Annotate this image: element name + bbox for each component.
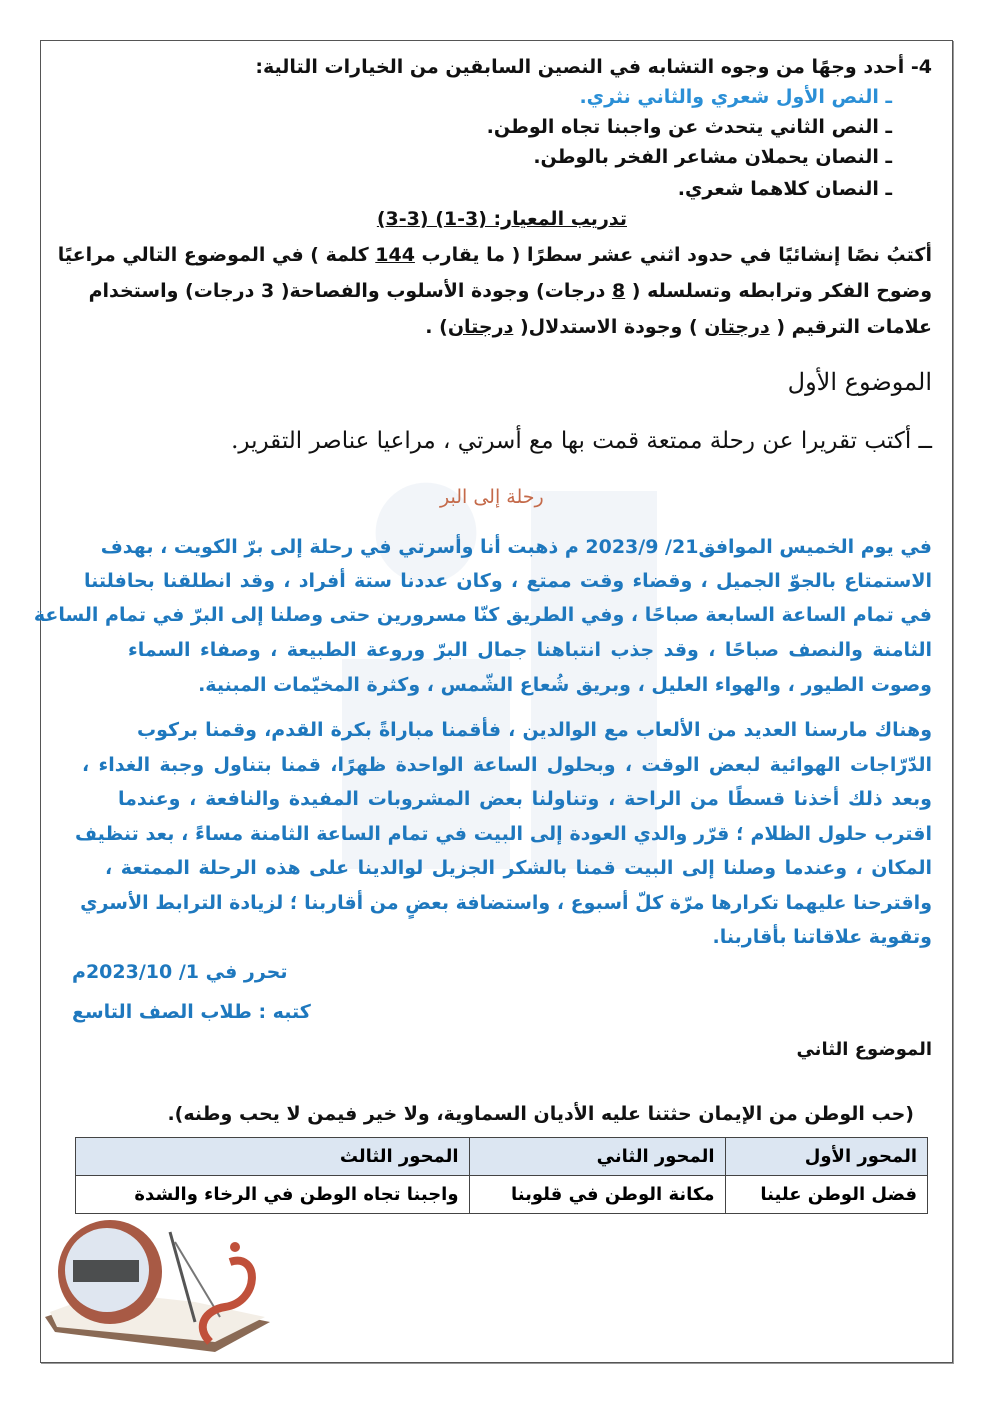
option-4[interactable]: ـ النصان كلاهما شعري.: [677, 178, 892, 200]
essay-line: وتقوية علاقاتنا بأقاربنا.: [712, 926, 932, 948]
essay-line: في تمام الساعة السابعة صباحًا ، وفي الطريق كنّا مسرورين حتى وصلنا إلى البرّ في تمام الساعة: [33, 604, 932, 626]
essay-date: تحرر في 1/ 2023/10م: [72, 961, 288, 983]
instructions-line-1: [57, 244, 932, 266]
table-header: المحور الثاني: [469, 1138, 725, 1176]
word-count: 144: [375, 244, 415, 266]
essay-author: كتبه : طلاب الصف التاسع: [72, 1001, 311, 1023]
table-header: المحور الأول: [725, 1138, 927, 1176]
topic2-quote: (حب الوطن من الإيمان حثتنا عليه الأديان السماوية، ولا خير فيمن لا يحب وطنه).: [167, 1103, 914, 1125]
text: ) وجودة الاستدلال(: [513, 316, 705, 338]
essay-line: الثامنة والنصف صباحًا ، وقد جذب انتباهنا جمال البرّ وروعة الطبيعة ، وصفاء السماء: [128, 639, 932, 661]
option-3[interactable]: ـ النصان يحملان مشاعر الفخر بالوطن.: [533, 146, 892, 168]
table-cell: واجبنا تجاه الوطن في الرخاء والشدة: [76, 1176, 470, 1214]
essay-line: وصوت الطيور ، والهواء العليل ، وبريق شُعاع الشّمس ، وكثرة المخيّمات المبنية.: [198, 674, 932, 696]
essay-line: في يوم الخميس الموافق21/ 2023/9 م ذهبت أنا وأسرتي في رحلة إلى برّ الكويت ، بهدف: [100, 536, 932, 558]
essay-line: واقترحنا عليهما تكرارها مرّة كلّ أسبوع ، واستضافة بعضٍ من أقاربنا ؛ لزيادة الترابط الأسري: [80, 892, 932, 914]
arabic-department-logo: [45, 1212, 275, 1357]
score: 8: [611, 280, 626, 302]
question-prompt: 4- أحدد وجهًا من وجوه التشابه في النصين السابقين من الخيارات التالية:: [255, 56, 932, 78]
topic1-heading: الموضوع الأول: [787, 368, 932, 396]
score: درجتان: [447, 316, 514, 338]
text: درجات) وجودة الأسلوب والفصاحة( 3 درجات) واستخدام: [88, 280, 612, 302]
essay-line: وهناك مارسنا العديد من الألعاب مع الوالدين ، فأقمنا مباراةً بكرة القدم، وقمنا بركوب: [137, 719, 932, 741]
instructions-line-2: [88, 280, 932, 302]
table-row: [76, 1176, 928, 1214]
essay-line: وبعد ذلك أخذنا قسطًا من الراحة ، وتناولنا بعض المشروبات المفيدة والنافعة ، وعندما: [118, 788, 932, 810]
text: وضوح الفكر وترابطه وتسلسله (: [625, 280, 932, 302]
table-header-row: [76, 1138, 928, 1176]
topic1-task: ــ أكتب تقريرا عن رحلة ممتعة قمت بها مع أسرتي ، مراعيا عناصر التقرير.: [231, 428, 932, 454]
option-2[interactable]: ـ النص الثاني يتحدث عن واجبنا تجاه الوطن.: [486, 116, 892, 138]
topic2-heading: الموضوع الثاني: [796, 1039, 932, 1060]
text: أكتبُ نصًا إنشائيًا في حدود اثني عشر سطرًا ( ما يقارب: [414, 244, 932, 266]
essay-line: اقترب حلول الظلام ؛ قرّر والدي العودة إلى البيت في تمام الساعة الثامنة مساءً ، بعد تنظيف: [75, 823, 932, 845]
text: كلمة ) في الموضوع التالي مراعيًا: [57, 244, 376, 266]
essay-line: المكان ، وعندما وصلنا إلى البيت قمنا بالشكر الجزيل لوالدينا على هذه الرحلة الممتعة ،: [105, 857, 932, 879]
instructions-line-3: [425, 318, 932, 337]
essay-line: الدّرّاجات الهوائية لبعض الوقت ، وبحلول الساعة الواحدة ظهرًا، قمنا بتناول وجبة الغداء ،: [82, 754, 932, 776]
table-cell: فضل الوطن علينا: [725, 1176, 927, 1214]
text: علامات الترقيم (: [769, 316, 932, 338]
score: درجتان: [704, 316, 770, 338]
table-cell: مكانة الوطن في قلوبنا: [469, 1176, 725, 1214]
essay-line: الاستمتاع بالجوّ الجميل ، وقضاء وقت ممتع ، وكان عددنا ستة أفراد ، وقد انطلقنا بحافلتنا: [84, 570, 932, 592]
table-header: المحور الثالث: [76, 1138, 470, 1176]
topic2-axes-table: [75, 1137, 928, 1214]
text: ) .: [425, 316, 448, 338]
option-1[interactable]: ـ النص الأول شعري والثاني نثري.: [579, 86, 892, 108]
standard-heading: تدريب المعيار: (3-1) (3-3): [376, 208, 627, 230]
essay-title: رحلة إلى البر: [440, 486, 544, 508]
